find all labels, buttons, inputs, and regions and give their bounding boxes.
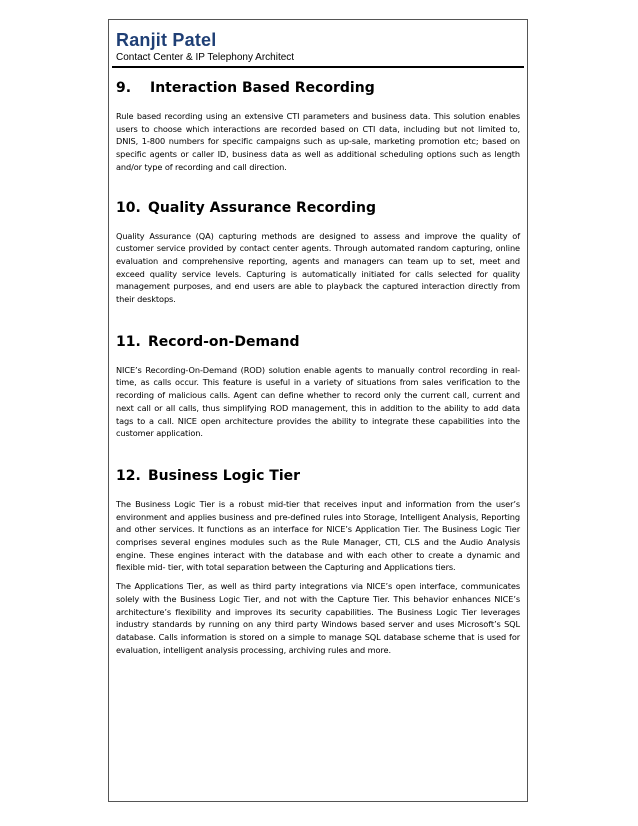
section-title: Interaction Based Recording — [150, 80, 375, 96]
section-number: 11. — [116, 333, 141, 350]
section-paragraph: The Applications Tier, as well as third party integrations via NICE’s open interface, communicates solely with the Business Logic Tier, and not with the Capture Tier. This behavior enhances NICE’s architecture’s flexibility and improves its security capabilities. The Business Logic Tier leverages industry standards by running on any third party Windows based server and uses Microsoft’s SQL database. Calls information is stored on a simple to manage SQL database scheme that is used for evaluation, intelligent analysis processing, archiving rules and more. — [116, 581, 520, 655]
section-number: 9. — [116, 80, 132, 96]
section-heading — [116, 466, 520, 486]
document-body — [116, 78, 520, 656]
section-paragraph: The Business Logic Tier is a robust mid-tier that receives input and information from the user’s environment and applies business and pre-defined rules into Storage, Intelligent Analysis, Reporting and other services. It functions as an interface for NICE’s Application Tier. The Business Logic Tier comprises several engines modules such as the Rule Manager, CTI, CLS and the Audio Analysis engine. These engines interact with the database and with each other to create a dynamic and flexible mid- tier, with total separation between the Capturing and Applications tiers. — [116, 498, 520, 573]
section-title: Business Logic Tier — [148, 467, 301, 484]
author-tagline: Contact Center & IP Telephony Architect — [116, 52, 295, 63]
section-paragraph: Quality Assurance (QA) capturing methods are designed to assess and improve the quality of customer service provided by contact center agents. Through automated random capturing, online evaluation and comprehensive reporting, agents and managers can team up to set, meet and exceed quality service levels. Capturing is automatically initiated for calls selected for quality management purposes, and end users are able to playback the captured interaction directly from their desktops. — [116, 230, 520, 305]
section-business-logic-tier — [116, 466, 520, 656]
author-name: Ranjit Patel — [116, 30, 217, 50]
section-heading — [116, 332, 520, 352]
section-number: 12. — [116, 467, 141, 484]
section-paragraph: Rule based recording using an extensive CTI parameters and business data. This solution enables users to choose which interactions are recorded based on CTI data, including but not limited to, DNIS, 1-800 numbers for specific campaigns such as up-sale, marketing promotion etc; based on specific agents or caller ID, business data as well as additional scheduling options such as length and/or type of recording and call direction. — [116, 111, 520, 172]
section-title: Quality Assurance Recording — [148, 199, 376, 216]
section-interaction-based-recording — [116, 78, 520, 174]
section-paragraph: NICE’s Recording-On-Demand (ROD) solution enable agents to manually control recording in real-time, as calls occur. This feature is useful in a variety of situations from sales verification to the recording of malicious calls. Agent can define whether to record only the current call, current and next call or all calls, thus simplifying ROD management, this in addition to the ability to add data tags to a call. NICE open architecture provides the ability to integrate these capabilities into the customer application. — [116, 364, 520, 439]
section-record-on-demand — [116, 332, 520, 440]
section-title: Record-on-Demand — [148, 333, 300, 350]
section-heading — [116, 198, 520, 218]
page-header — [116, 30, 294, 64]
section-quality-assurance-recording — [116, 198, 520, 306]
header-divider — [112, 66, 524, 68]
section-heading — [116, 78, 520, 98]
section-number: 10. — [116, 199, 141, 216]
